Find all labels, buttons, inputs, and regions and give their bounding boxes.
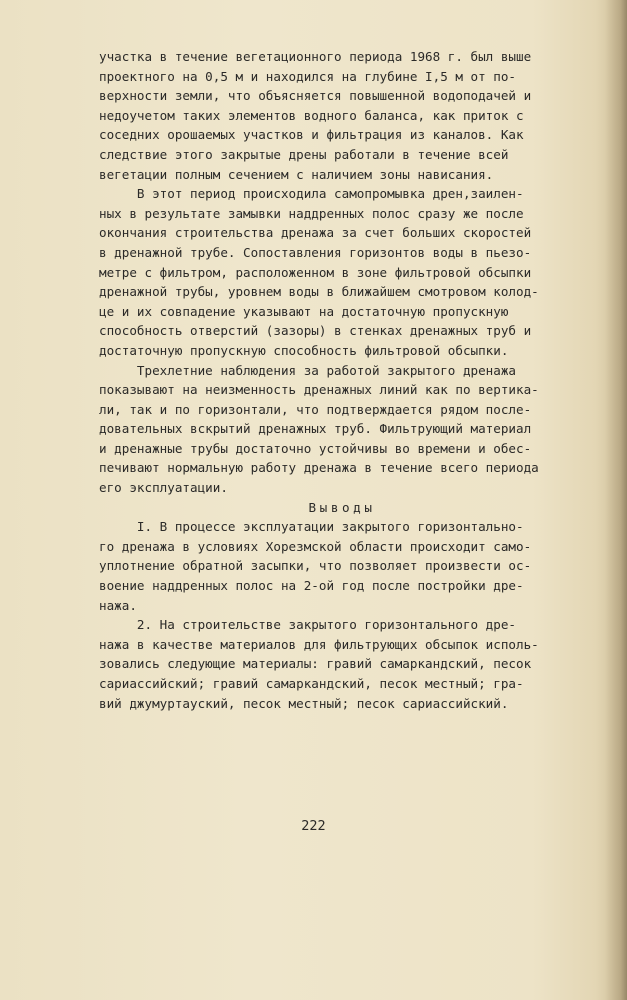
text-line: воение наддренных полос на 2-ой год после постройки дре-	[99, 578, 524, 594]
section-heading: Выводы	[308, 499, 376, 515]
text-line: го дренажа в условиях Хорезмской области происходит само-	[99, 538, 532, 554]
text-line: нажа.	[99, 597, 137, 613]
text-line: участка в течение вегетационного периода 1968 г. был выше	[99, 49, 532, 64]
text-line: достаточную пропускную способность фильтровой обсыпки.	[99, 342, 509, 358]
text-line: в дренажной трубе. Сопоставления горизонтов воды в пьезо-	[99, 244, 532, 260]
text-line: и дренажные трубы достаточно устойчивы во времени и обес-	[99, 440, 532, 456]
text-line: сариассийский; гравий самаркандский, песок местный; гра-	[99, 676, 524, 691]
paragraph-1	[99, 47, 577, 184]
text-line: дренажной трубы, уровнем воды в ближайшем смотровом колод-	[99, 284, 539, 300]
text-line: ли, так и по горизонтали, что подтверждается рядом после-	[99, 401, 532, 417]
text-line: зовались следующие материалы: гравий самаркандский, песок	[99, 656, 532, 672]
text-line: следствие этого закрытые дрены работали в течение всей	[99, 146, 509, 162]
page-number: 222	[301, 818, 326, 834]
page-edge-shadow	[605, 0, 627, 1000]
conclusion-2	[99, 615, 577, 713]
conclusion-1	[99, 517, 577, 615]
text-line: его эксплуатации.	[99, 480, 228, 496]
text-line: ных в результате замывки наддренных полос сразу же после	[99, 205, 524, 221]
paragraph-2	[99, 184, 577, 360]
text-line: показывают на неизменность дренажных линий как по вертика-	[99, 382, 539, 398]
text-line: I. В процессе эксплуатации закрытого горизонтально-	[99, 519, 524, 535]
text-line: недоучетом таких элементов водного баланса, как приток с	[99, 107, 524, 123]
text-line: верхности земли, что объясняется повышенной водоподачей и	[99, 88, 532, 104]
text-line: способность отверстий (зазоры) в стенках дренажных труб и	[99, 323, 532, 339]
text-line: довательных вскрытий дренажных труб. Фильтрующий материал	[99, 421, 532, 437]
paragraph-3	[99, 361, 577, 498]
text-line: печивают нормальную работу дренажа в течение всего периода	[99, 460, 539, 476]
text-line: уплотнение обратной засыпки, что позволяет произвести ос-	[99, 558, 532, 574]
text-line: В этот период происходила самопромывка дрен,заилен-	[99, 186, 524, 202]
text-line: соседних орошаемых участков и фильтрация из каналов. Как	[99, 127, 524, 143]
body-text	[99, 47, 577, 713]
text-line: нажа в качестве материалов для фильтрующих обсыпок исполь-	[99, 636, 539, 652]
text-line: 2. На строительстве закрытого горизонтального дре-	[99, 617, 517, 633]
text-line: окончания строительства дренажа за счет больших скоростей	[99, 225, 532, 241]
text-line: метре с фильтром, расположенном в зоне фильтровой обсыпки	[99, 264, 532, 280]
text-line: це и их совпадение указывают на достаточную пропускную	[99, 303, 509, 319]
text-line: вегетации полным сечением с наличием зоны нависания.	[99, 166, 494, 182]
text-line: Трехлетние наблюдения за работой закрытого дренажа	[99, 362, 517, 378]
text-line: проектного на 0,5 м и находился на глубине I,5 м от по-	[99, 68, 517, 84]
text-line: вий джумуртауский, песок местный; песок сариассийский.	[99, 695, 509, 711]
